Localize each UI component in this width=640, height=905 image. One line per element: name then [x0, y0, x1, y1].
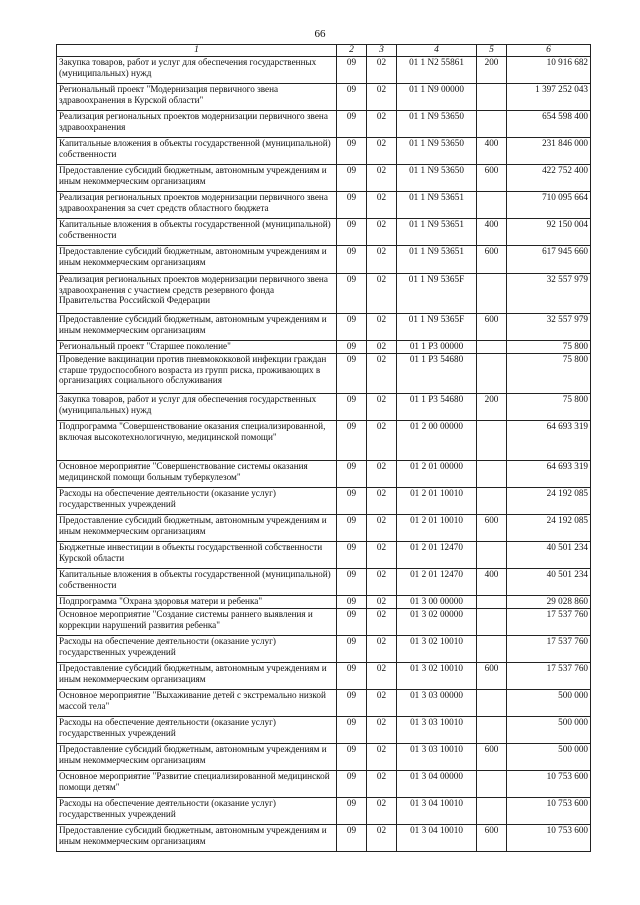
row-target-article: 01 2 01 10010	[397, 515, 477, 542]
row-target-article: 01 1 N2 55861	[397, 57, 477, 84]
row-target-article: 01 3 03 10010	[397, 744, 477, 771]
row-section: 09	[337, 690, 367, 717]
row-amount: 17 537 760	[507, 609, 591, 636]
row-name: Предоставление субсидий бюджетным, автономным учреждениям и иным некоммерческим организациям	[57, 825, 337, 852]
table-row	[57, 111, 591, 138]
row-name: Бюджетные инвестиции в объекты государственной собственности Курской области	[57, 542, 337, 569]
row-amount: 10 753 600	[507, 771, 591, 798]
row-amount: 17 537 760	[507, 636, 591, 663]
row-target-article: 01 1 P3 54680	[397, 394, 477, 421]
row-subsection: 02	[367, 274, 397, 314]
row-expense-type	[477, 609, 507, 636]
row-section: 09	[337, 744, 367, 771]
table-row	[57, 596, 591, 609]
row-target-article: 01 3 02 10010	[397, 636, 477, 663]
row-amount: 24 192 085	[507, 488, 591, 515]
row-subsection: 02	[367, 569, 397, 596]
row-target-article: 01 1 N9 5365F	[397, 314, 477, 341]
row-expense-type	[477, 192, 507, 219]
row-expense-type	[477, 111, 507, 138]
row-target-article: 01 1 N9 53651	[397, 219, 477, 246]
row-section: 09	[337, 421, 367, 461]
row-expense-type	[477, 798, 507, 825]
row-section: 09	[337, 771, 367, 798]
header-row	[57, 45, 591, 57]
row-expense-type: 200	[477, 394, 507, 421]
row-section: 09	[337, 341, 367, 354]
row-name: Расходы на обеспечение деятельности (оказание услуг) государственных учреждений	[57, 717, 337, 744]
row-name: Основное мероприятие "Создание системы раннего выявления и коррекции нарушений развития ребенка"	[57, 609, 337, 636]
row-section: 09	[337, 219, 367, 246]
row-target-article: 01 3 03 00000	[397, 690, 477, 717]
row-expense-type	[477, 421, 507, 461]
row-target-article: 01 1 N9 53651	[397, 246, 477, 274]
row-section: 09	[337, 57, 367, 84]
row-name: Предоставление субсидий бюджетным, автономным учреждениям и иным некоммерческим организациям	[57, 515, 337, 542]
row-amount: 231 846 000	[507, 138, 591, 165]
row-amount: 64 693 319	[507, 421, 591, 461]
row-amount: 10 753 600	[507, 825, 591, 852]
row-name: Расходы на обеспечение деятельности (оказание услуг) государственных учреждений	[57, 798, 337, 825]
row-section: 09	[337, 717, 367, 744]
row-amount: 40 501 234	[507, 569, 591, 596]
table-row	[57, 341, 591, 354]
row-expense-type	[477, 341, 507, 354]
row-subsection: 02	[367, 354, 397, 394]
table-row	[57, 515, 591, 542]
row-section: 09	[337, 111, 367, 138]
table-row	[57, 663, 591, 690]
row-target-article: 01 1 N9 53650	[397, 165, 477, 192]
row-subsection: 02	[367, 246, 397, 274]
table-row	[57, 717, 591, 744]
row-expense-type: 400	[477, 569, 507, 596]
row-name: Основное мероприятие "Развитие специализированной медицинской помощи детям"	[57, 771, 337, 798]
row-subsection: 02	[367, 314, 397, 341]
row-subsection: 02	[367, 609, 397, 636]
table-row	[57, 421, 591, 461]
row-target-article: 01 3 00 00000	[397, 596, 477, 609]
row-section: 09	[337, 636, 367, 663]
row-amount: 422 752 400	[507, 165, 591, 192]
row-section: 09	[337, 569, 367, 596]
row-amount: 92 150 004	[507, 219, 591, 246]
row-name: Региональный проект "Модернизация первичного звена здравоохранения в Курской области"	[57, 84, 337, 111]
row-section: 09	[337, 825, 367, 852]
row-section: 09	[337, 394, 367, 421]
row-amount: 500 000	[507, 717, 591, 744]
row-target-article: 01 1 P3 00000	[397, 341, 477, 354]
row-section: 09	[337, 84, 367, 111]
row-target-article: 01 3 02 00000	[397, 609, 477, 636]
row-subsection: 02	[367, 138, 397, 165]
row-subsection: 02	[367, 84, 397, 111]
table-row	[57, 636, 591, 663]
row-name: Основное мероприятие "Совершенствование системы оказания медицинской помощи больным туберкулезом"	[57, 461, 337, 488]
table-row	[57, 461, 591, 488]
table-row	[57, 798, 591, 825]
row-expense-type	[477, 717, 507, 744]
row-target-article: 01 2 01 12470	[397, 542, 477, 569]
budget-table	[56, 44, 591, 852]
row-subsection: 02	[367, 798, 397, 825]
row-subsection: 02	[367, 165, 397, 192]
table-row	[57, 569, 591, 596]
row-expense-type: 600	[477, 663, 507, 690]
row-name: Подпрограмма "Совершенствование оказания специализированной, включая высокотехнологичную, медицинской помощи"	[57, 421, 337, 461]
table-row	[57, 219, 591, 246]
table-row	[57, 542, 591, 569]
row-target-article: 01 2 01 00000	[397, 461, 477, 488]
row-expense-type: 400	[477, 138, 507, 165]
row-expense-type: 400	[477, 219, 507, 246]
row-target-article: 01 3 04 10010	[397, 825, 477, 852]
row-subsection: 02	[367, 192, 397, 219]
table-row	[57, 165, 591, 192]
row-target-article: 01 3 04 10010	[397, 798, 477, 825]
row-expense-type	[477, 596, 507, 609]
row-amount: 29 028 860	[507, 596, 591, 609]
row-subsection: 02	[367, 57, 397, 84]
table-row	[57, 394, 591, 421]
row-amount: 10 753 600	[507, 798, 591, 825]
row-amount: 1 397 252 043	[507, 84, 591, 111]
row-amount: 500 000	[507, 744, 591, 771]
row-subsection: 02	[367, 421, 397, 461]
row-amount: 32 557 979	[507, 274, 591, 314]
row-name: Капитальные вложения в объекты государственной (муниципальной) собственности	[57, 138, 337, 165]
header-col-1: 1	[57, 45, 337, 57]
table-row	[57, 57, 591, 84]
row-section: 09	[337, 314, 367, 341]
row-target-article: 01 3 02 10010	[397, 663, 477, 690]
row-target-article: 01 1 N9 5365F	[397, 274, 477, 314]
row-amount: 75 800	[507, 354, 591, 394]
row-name: Закупка товаров, работ и услуг для обеспечения государственных (муниципальных) нужд	[57, 57, 337, 84]
row-amount: 500 000	[507, 690, 591, 717]
header-col-5: 5	[477, 45, 507, 57]
row-name: Расходы на обеспечение деятельности (оказание услуг) государственных учреждений	[57, 636, 337, 663]
row-subsection: 02	[367, 771, 397, 798]
row-subsection: 02	[367, 394, 397, 421]
row-amount: 24 192 085	[507, 515, 591, 542]
row-target-article: 01 2 00 00000	[397, 421, 477, 461]
row-section: 09	[337, 798, 367, 825]
row-amount: 64 693 319	[507, 461, 591, 488]
row-name: Предоставление субсидий бюджетным, автономным учреждениям и иным некоммерческим организациям	[57, 314, 337, 341]
row-amount: 654 598 400	[507, 111, 591, 138]
row-amount: 75 800	[507, 394, 591, 421]
table-row	[57, 354, 591, 394]
row-amount: 75 800	[507, 341, 591, 354]
row-target-article: 01 1 P3 54680	[397, 354, 477, 394]
row-subsection: 02	[367, 219, 397, 246]
header-col-6: 6	[507, 45, 591, 57]
table-row	[57, 246, 591, 274]
table-row	[57, 825, 591, 852]
header-col-2: 2	[337, 45, 367, 57]
row-subsection: 02	[367, 542, 397, 569]
row-subsection: 02	[367, 663, 397, 690]
row-amount: 710 095 664	[507, 192, 591, 219]
row-target-article: 01 1 N9 00000	[397, 84, 477, 111]
table-row	[57, 138, 591, 165]
table-row	[57, 690, 591, 717]
row-expense-type	[477, 488, 507, 515]
row-section: 09	[337, 542, 367, 569]
row-expense-type	[477, 84, 507, 111]
table-row	[57, 84, 591, 111]
row-expense-type	[477, 461, 507, 488]
row-section: 09	[337, 165, 367, 192]
row-section: 09	[337, 192, 367, 219]
row-expense-type: 600	[477, 825, 507, 852]
header-col-4: 4	[397, 45, 477, 57]
row-name: Предоставление субсидий бюджетным, автономным учреждениям и иным некоммерческим организациям	[57, 663, 337, 690]
table-row	[57, 488, 591, 515]
row-subsection: 02	[367, 717, 397, 744]
row-amount: 617 945 660	[507, 246, 591, 274]
row-target-article: 01 2 01 12470	[397, 569, 477, 596]
row-name: Капитальные вложения в объекты государственной (муниципальной) собственности	[57, 569, 337, 596]
row-expense-type	[477, 542, 507, 569]
row-name: Реализация региональных проектов модернизации первичного звена здравоохранения	[57, 111, 337, 138]
table-row	[57, 192, 591, 219]
row-section: 09	[337, 354, 367, 394]
row-subsection: 02	[367, 488, 397, 515]
row-target-article: 01 1 N9 53650	[397, 111, 477, 138]
row-section: 09	[337, 138, 367, 165]
row-name: Предоставление субсидий бюджетным, автономным учреждениям и иным некоммерческим организациям	[57, 246, 337, 274]
row-amount: 10 916 682	[507, 57, 591, 84]
row-section: 09	[337, 274, 367, 314]
row-section: 09	[337, 461, 367, 488]
row-expense-type	[477, 636, 507, 663]
row-name: Реализация региональных проектов модернизации первичного звена здравоохранения с участием средств резервного фонда Правительства Российской Федерации	[57, 274, 337, 314]
row-name: Основное мероприятие "Выхаживание детей с экстремально низкой массой тела"	[57, 690, 337, 717]
row-name: Предоставление субсидий бюджетным, автономным учреждениям и иным некоммерческим организациям	[57, 744, 337, 771]
row-subsection: 02	[367, 341, 397, 354]
table-row	[57, 274, 591, 314]
row-expense-type: 600	[477, 165, 507, 192]
row-expense-type	[477, 771, 507, 798]
row-target-article: 01 1 N9 53651	[397, 192, 477, 219]
row-subsection: 02	[367, 690, 397, 717]
row-expense-type: 600	[477, 744, 507, 771]
row-subsection: 02	[367, 636, 397, 663]
table-row	[57, 771, 591, 798]
row-subsection: 02	[367, 596, 397, 609]
row-amount: 17 537 760	[507, 663, 591, 690]
row-name: Проведение вакцинации против пневмококковой инфекции граждан старше трудоспособного возраста из групп риска, проживающих в организациях социального обслуживания	[57, 354, 337, 394]
header-col-3: 3	[367, 45, 397, 57]
row-subsection: 02	[367, 111, 397, 138]
row-name: Региональный проект "Старшее поколение"	[57, 341, 337, 354]
row-expense-type: 600	[477, 314, 507, 341]
table-row	[57, 314, 591, 341]
table-row	[57, 744, 591, 771]
row-subsection: 02	[367, 515, 397, 542]
row-name: Подпрограмма "Охрана здоровья матери и ребенка"	[57, 596, 337, 609]
row-section: 09	[337, 609, 367, 636]
row-section: 09	[337, 246, 367, 274]
row-expense-type	[477, 354, 507, 394]
row-section: 09	[337, 515, 367, 542]
row-target-article: 01 3 03 10010	[397, 717, 477, 744]
table-row	[57, 609, 591, 636]
row-name: Предоставление субсидий бюджетным, автономным учреждениям и иным некоммерческим организациям	[57, 165, 337, 192]
row-section: 09	[337, 488, 367, 515]
row-expense-type	[477, 690, 507, 717]
row-target-article: 01 1 N9 53650	[397, 138, 477, 165]
row-name: Реализация региональных проектов модернизации первичного звена здравоохранения за счет средств областного бюджета	[57, 192, 337, 219]
row-name: Капитальные вложения в объекты государственной (муниципальной) собственности	[57, 219, 337, 246]
row-subsection: 02	[367, 744, 397, 771]
row-expense-type	[477, 274, 507, 314]
row-name: Расходы на обеспечение деятельности (оказание услуг) государственных учреждений	[57, 488, 337, 515]
row-subsection: 02	[367, 825, 397, 852]
row-target-article: 01 3 04 00000	[397, 771, 477, 798]
row-expense-type: 600	[477, 246, 507, 274]
page-number: 66	[314, 28, 326, 40]
row-amount: 40 501 234	[507, 542, 591, 569]
row-target-article: 01 2 01 10010	[397, 488, 477, 515]
row-expense-type: 200	[477, 57, 507, 84]
row-expense-type: 600	[477, 515, 507, 542]
row-section: 09	[337, 663, 367, 690]
row-subsection: 02	[367, 461, 397, 488]
row-amount: 32 557 979	[507, 314, 591, 341]
row-section: 09	[337, 596, 367, 609]
row-name: Закупка товаров, работ и услуг для обеспечения государственных (муниципальных) нужд	[57, 394, 337, 421]
